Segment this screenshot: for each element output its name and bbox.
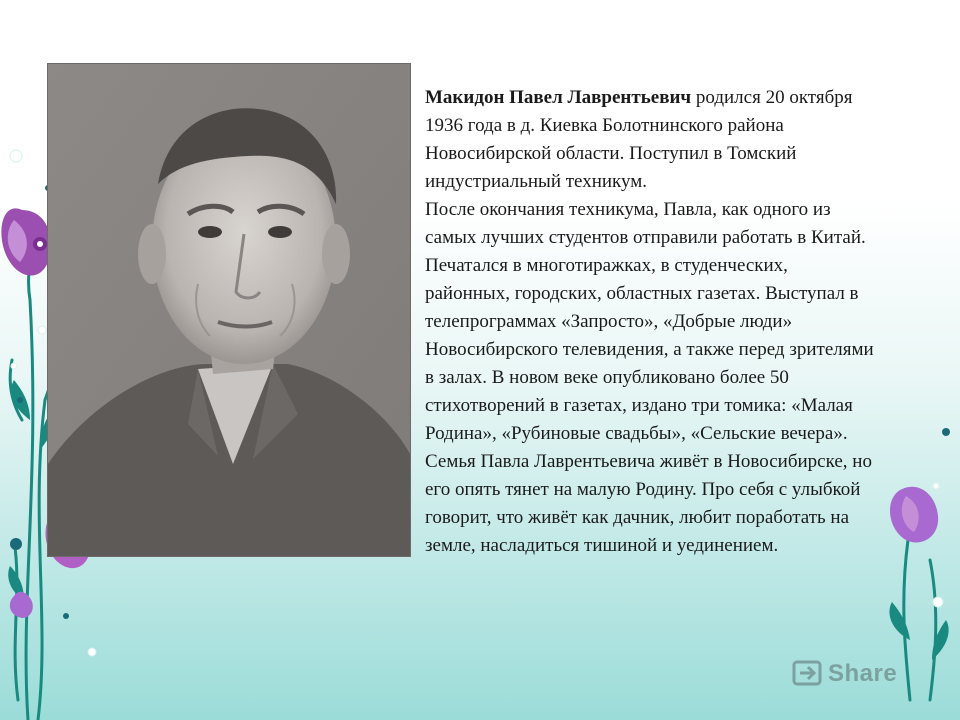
biography-intro-text: родился 20 октября 1936 года в д. Киевка Болотнинского района Новосибирской области. Поступил в Томский индустриальный техникум.: [425, 87, 853, 192]
right-flowers: [890, 487, 938, 543]
share-watermark: [790, 658, 930, 688]
right-dots: [942, 428, 950, 436]
right-leaves: [889, 602, 948, 660]
share-logo-icon: [790, 658, 826, 688]
share-watermark-text: Share: [828, 660, 898, 687]
person-name: Макидон Павел Лаврентьевич: [425, 87, 692, 108]
biography-text: [425, 84, 875, 560]
portrait-photo: [48, 64, 410, 556]
biography-body: После окончания техникума, Павла, как одного из самых лучших студентов отправили работать в Китай. Печатался в многотиражках, в студенческих, районных, городских, областных газетах. Выступал в телепрограммах «Запросто», «Добрые люди» Новосибирского телевидения, а также перед зрителями в залах. В новом веке опубликовано более 50 стихотворений в газетах, издано три томика: «Малая Родина», «Рубиновые свадьбы», «Сельские вечера». Семья Павла Лаврентьевича живёт в Новосибирске, но его опять тянет на малую Родину. Про себя с улыбкой говорит, что живёт как дачник, любит поработать на земле, насладиться тишиной и уединением.: [425, 199, 874, 556]
portrait-image: [48, 64, 410, 556]
biography-intro: [425, 84, 875, 196]
